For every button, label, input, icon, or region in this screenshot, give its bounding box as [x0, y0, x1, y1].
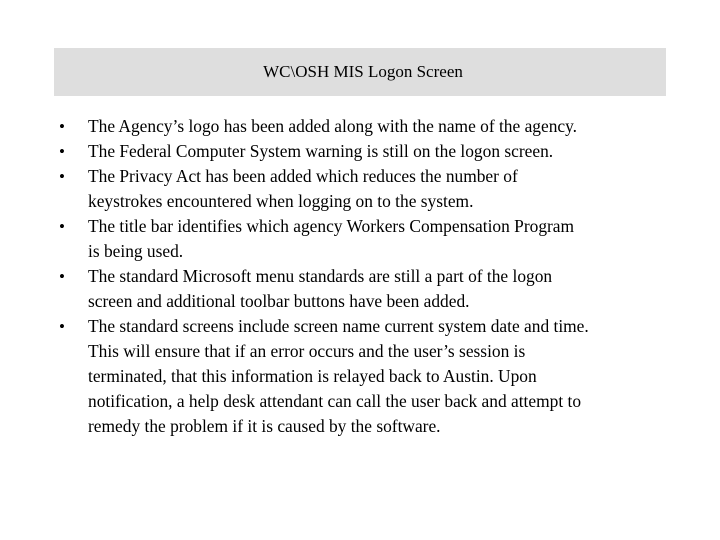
bullet-item: [56, 264, 676, 314]
slide-title: WC\OSH MIS Logon Screen: [263, 62, 463, 81]
bullet-item: [56, 314, 676, 439]
bullet-item: [56, 214, 676, 264]
bullet-icon: •: [59, 142, 65, 161]
bullet-icon: •: [59, 217, 65, 236]
bullet-text: The title bar identifies which agency Workers Compensation Program is being used.: [88, 216, 575, 261]
bullet-item: [56, 139, 676, 164]
bullet-text: The Federal Computer System warning is still on the logon screen.: [88, 141, 554, 161]
bullet-icon: •: [59, 167, 65, 186]
bullet-text: The standard screens include screen name current system date and time. This will ensure that if an error occurs and the user’s session is terminated, that this information is relayed back to Austin. Upon notification, a help desk attendant can call the user back and attempt to remedy the problem if it is caused by the software.: [88, 316, 589, 436]
bullet-icon: •: [59, 267, 65, 286]
bullet-item: [56, 114, 676, 139]
bullet-list: [56, 114, 676, 439]
bullet-item: [56, 164, 676, 214]
bullet-text: The Agency’s logo has been added along with the name of the agency.: [88, 116, 578, 136]
bullet-text: The Privacy Act has been added which reduces the number of keystrokes encountered when logging on to the system.: [88, 166, 518, 211]
bullet-icon: •: [59, 117, 65, 136]
bullet-icon: •: [59, 317, 65, 336]
bullet-text: The standard Microsoft menu standards are still a part of the logon screen and additional toolbar buttons have been added.: [88, 266, 553, 311]
title-banner: [54, 48, 666, 96]
